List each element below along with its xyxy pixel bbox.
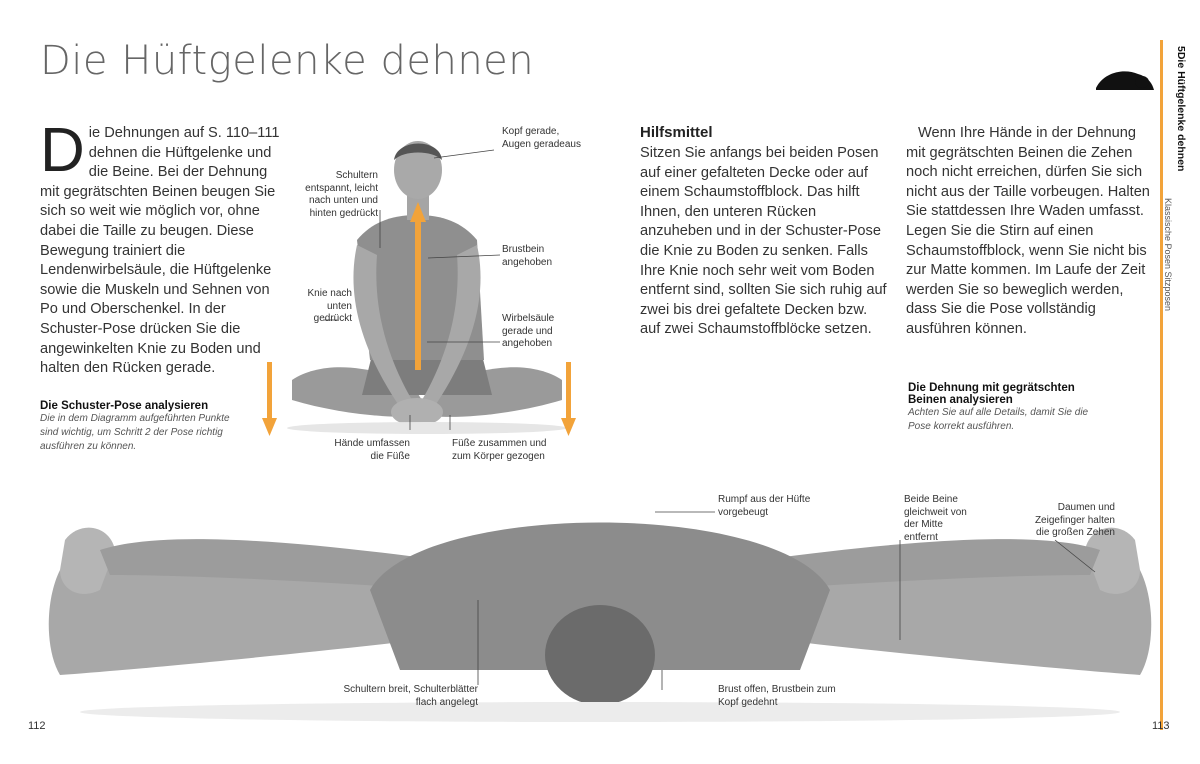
left-knee-arrow-shaft (267, 362, 272, 422)
dropcap: D (40, 116, 85, 185)
caption-grätsche-text: Achten Sie auf alle Details, damit Sie die Pose korrekt ausführen. (908, 407, 1089, 432)
sidebar-vertical-text (1163, 46, 1193, 312)
forward-bend-figure (40, 480, 1160, 730)
pose-thumbnail-icon (1094, 62, 1156, 94)
label-torso: Rumpf aus der Hüfte vorgebeugt (718, 494, 811, 518)
col3-paragraph: Wenn Ihre Hände in der Dehnung mit gegrätschten Beinen die Zehen noch nicht erreichen, dürfen Sie sich nicht aus der Taille vorbeugen. Halten Sie stattdessen Ihre Waden umfasst. Legen Sie die Stirn auf einen Schaumstoffblock, wenn Sie nicht bis zur Matte kommen. Im Laufe der Zeit werden Sie so beweglich werden, dass Sie die Pose vollständig ausführen können. (906, 125, 1150, 337)
head-shape (545, 605, 655, 705)
label-spine: Wirbelsäule gerade und angehoben (502, 313, 555, 349)
hilfsmittel-text: Sitzen Sie anfangs bei beiden Posen auf einer gefalteten Decke oder auf einem Schaumstoffblock. Das hilft Ihnen, den unteren Rücken anzuheben und in der Schuster-Pose die Knie zu Boden zu senken. Falls Ihre Knie noch sehr weit vom Boden entfernt sind, sollten Sie sich ruhig auf zwei bis drei gefaltete Decken bzw. auf zwei Schaumstoffblöcke setzen. (640, 145, 887, 338)
floor-shadow (287, 422, 567, 434)
hilfsmittel-title: Hilfsmittel (640, 124, 713, 141)
intro-paragraph (40, 116, 290, 379)
floor-shadow (80, 702, 1120, 722)
label-hands: Hände umfassen die Füße (334, 438, 410, 462)
right-knee-arrow-shaft (566, 362, 571, 422)
label-thumbs: Daumen und Zeigefinger halten die großen Zehen (1034, 502, 1115, 538)
caption-schuster-text: Die in dem Diagramm aufgeführten Punkte sind wichtig, um Schritt 2 der Pose richtig ausführen zu können. (40, 413, 230, 452)
label-chest: Brust offen, Brustbein zum Kopf gedehnt (718, 684, 836, 708)
sidebar-section-light: Klassische Posen Sitzposen (1163, 198, 1173, 312)
label-legs: Beide Beine gleichweit von der Mitte entfernt (904, 494, 967, 543)
label-head: Kopf gerade, Augen geradeaus (502, 126, 581, 150)
caption-schuster-title: Die Schuster-Pose analysieren (40, 400, 209, 412)
leader-head (434, 150, 494, 158)
label-shoulders-bottom: Schultern breit, Schulterblätter flach angelegt (343, 684, 478, 708)
sidebar-section-bold: 5Die Hüftgelenke dehnen (1175, 46, 1187, 172)
label-knees: Knie nach unten gedrückt (307, 288, 352, 324)
spine-arrow-shaft (415, 220, 421, 370)
page-number-right: 113 (1152, 720, 1170, 732)
label-feet: Füße zusammen und zum Körper gezogen (452, 438, 547, 462)
page-title: Die Hüftgelenke dehnen (40, 38, 535, 84)
label-sternum: Brustbein angehoben (502, 244, 553, 268)
page-number-left: 112 (28, 720, 46, 732)
label-shoulders: Schultern entspannt, leicht nach unten und hinten gedrückt (305, 170, 378, 219)
caption-grätsche (908, 382, 1108, 434)
feet-shape (391, 398, 443, 426)
caption-schuster (40, 400, 250, 454)
intro-text: ie Dehnungen auf S. 110–111 dehnen die Hüftgelenke und die Beine. Bei der Dehnung mit gegrätschten Beinen beugen Sie sich so weit wie möglich vor, ohne dabei die Taille zu beugen. Diese Bewegung trainiert die Lendenwirbelsäule, die Hüftgelenke sowie die Muskeln und Sehnen von Po und Oberschenkel. In der Schuster-Pose drücken Sie die angewinkelten Knie zu Boden und halten den Rücken gerade. (40, 125, 280, 377)
caption-grätsche-title: Die Dehnung mit gegrätschten Beinen analysieren (908, 382, 1075, 406)
left-knee-arrow-head (262, 418, 277, 436)
